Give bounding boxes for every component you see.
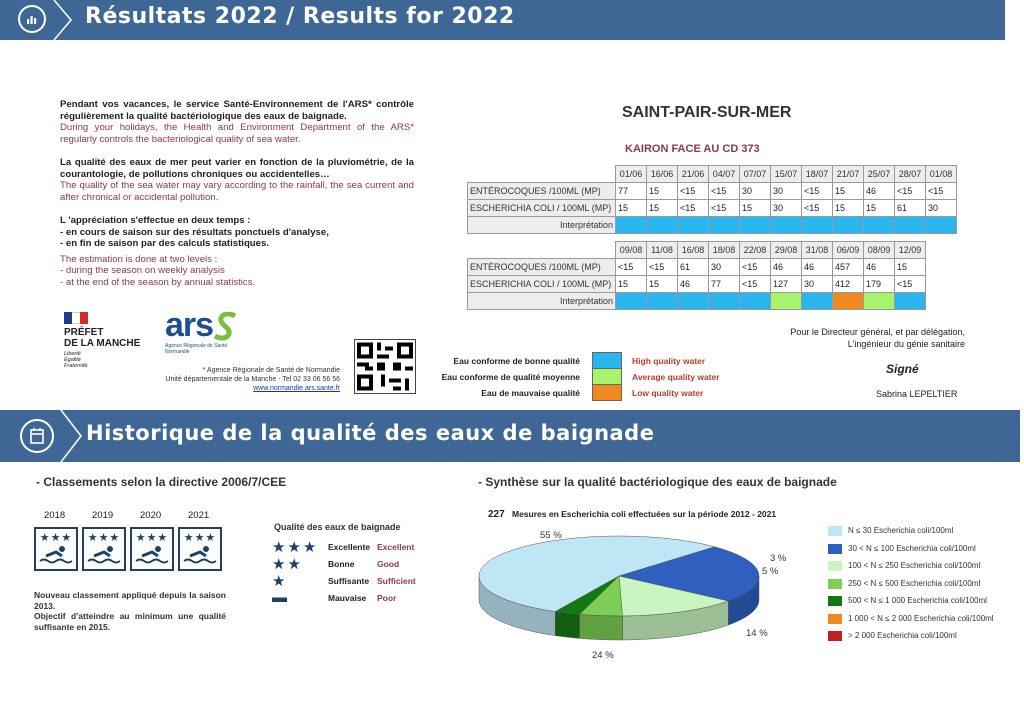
table-cell: 15 — [647, 276, 678, 293]
pie-legend-item — [828, 631, 957, 641]
intro-en-2: The quality of the sea water may vary according to the rainfall, the sea current and after chronical or accidental pollution. — [60, 180, 414, 203]
legend-en-3: Low quality water — [632, 388, 704, 398]
interp-cell — [833, 217, 864, 234]
interp-cell — [802, 293, 833, 310]
table-cell: <15 — [926, 183, 957, 200]
qr-code-icon — [354, 339, 416, 394]
legend-swatch — [828, 631, 842, 641]
table-cell: <15 — [678, 200, 709, 217]
scale-title: Qualité des eaux de baignade — [274, 522, 401, 532]
legend-swatch — [828, 561, 842, 571]
classement-note-2: Objectif d'atteindre au minimum une qualité suffisante en 2015. — [34, 611, 226, 632]
ars-logo — [165, 308, 245, 358]
results-table-2 — [467, 241, 926, 310]
prefet-logo — [64, 312, 159, 369]
scale-label-fr: Suffisante — [328, 576, 370, 586]
table-cell: <15 — [678, 183, 709, 200]
date-header: 04/07 — [709, 166, 740, 183]
date-header: 08/09 — [864, 242, 895, 259]
table-cell: <15 — [709, 183, 740, 200]
agency-line-2: Unité départementale de la Manche - Tel 02 33 06 56 56 — [165, 376, 340, 383]
excellent-badge-icon: ★★★ — [34, 527, 78, 571]
date-header: 16/06 — [647, 166, 678, 183]
date-header: 11/08 — [647, 242, 678, 259]
table-row — [468, 242, 926, 259]
classements-title: - Classements selon la directive 2006/7/CEE — [36, 475, 287, 489]
table-cell: <15 — [802, 200, 833, 217]
table-cell: 15 — [833, 183, 864, 200]
row-label: ENTÉROCOQUES /100ML (MP) — [468, 259, 616, 276]
scale-label-en: Good — [377, 559, 400, 569]
table-cell: 61 — [678, 259, 709, 276]
date-header: 15/07 — [771, 166, 802, 183]
interp-cell — [678, 217, 709, 234]
interp-cell — [740, 293, 771, 310]
table-cell: <15 — [895, 183, 926, 200]
year-label: 2020 — [140, 510, 162, 521]
table-row — [468, 259, 926, 276]
history-banner — [0, 410, 1020, 462]
intro-fr-2: La qualité des eaux de mer peut varier en fonction de la pluviométrie, de la courantologie, de pollutions chroniques ou accidentelles… — [60, 157, 414, 180]
scale-label-en: Excellent — [377, 542, 415, 552]
date-header: 29/08 — [771, 242, 802, 259]
date-header: 28/07 — [895, 166, 926, 183]
row-label: ENTÉROCOQUES /100ML (MP) — [468, 183, 616, 200]
synthese-count: 227 — [488, 509, 505, 520]
table-cell: 61 — [895, 200, 926, 217]
star-rating-icon: ★ — [272, 573, 288, 590]
intro-text — [60, 99, 414, 288]
site-name: SAINT-PAIR-SUR-MER — [622, 104, 792, 121]
table-row — [468, 166, 957, 183]
interp-cell — [802, 217, 833, 234]
table-cell: 30 — [740, 183, 771, 200]
signature-line-1: Pour le Directeur général, et par délégation, — [790, 327, 965, 337]
legend-label: 30 < N ≤ 100 Escherichia coli/100ml — [848, 543, 976, 553]
ars-sub-2: Normandie — [165, 349, 190, 355]
table-row — [468, 293, 926, 310]
interp-cell — [926, 217, 957, 234]
legend-swatch — [828, 579, 842, 589]
table-cell: 77 — [616, 183, 647, 200]
interp-cell — [678, 293, 709, 310]
intro-fr-3-a: - en cours de saison sur des résultats ponctuels d'analyse, — [60, 226, 329, 238]
interp-cell — [771, 217, 802, 234]
year-label: 2021 — [188, 510, 210, 521]
legend-en-1: High quality water — [632, 356, 706, 366]
legend-label: 100 < N ≤ 250 Escherichia coli/100ml — [848, 561, 981, 571]
legend-fr-2: Eau conforme de qualité moyenne — [441, 372, 580, 382]
legend-swatch — [828, 526, 842, 536]
scale-label-en: Sufficient — [377, 576, 416, 586]
interp-cell — [740, 217, 771, 234]
pie-chart — [474, 522, 794, 662]
interp-cell — [833, 293, 864, 310]
interp-label: Interprétation — [468, 217, 616, 234]
calendar-icon — [20, 419, 54, 453]
date-header: 31/08 — [802, 242, 833, 259]
date-header: 21/07 — [833, 166, 864, 183]
date-header: 25/07 — [864, 166, 895, 183]
interp-cell — [864, 217, 895, 234]
classement-years — [34, 510, 229, 578]
table-cell: 457 — [833, 259, 864, 276]
legend-en-2: Average quality water — [632, 372, 720, 382]
scale-label-fr: Excellente — [328, 542, 371, 552]
interp-cell — [616, 293, 647, 310]
interp-cell — [647, 217, 678, 234]
table-cell: 46 — [771, 259, 802, 276]
star-rating-icon: ★★★ — [272, 539, 319, 556]
table-cell: 30 — [802, 276, 833, 293]
date-header: 09/08 — [616, 242, 647, 259]
results-table-1 — [467, 165, 957, 234]
table-cell: 30 — [771, 183, 802, 200]
synthese-subtitle: Mesures en Escherichia coli effectuées sur la période 2012 - 2021 — [512, 509, 777, 519]
pie-slice-label: 14 % — [746, 628, 768, 639]
table-cell: 15 — [647, 200, 678, 217]
interp-cell — [864, 293, 895, 310]
table-cell: 179 — [864, 276, 895, 293]
legend-label: N ≤ 30 Escherichia coli/100ml — [848, 526, 954, 536]
table-cell: 77 — [709, 276, 740, 293]
ars-swoosh-icon — [213, 312, 239, 342]
table-cell: 46 — [864, 259, 895, 276]
ars-logo-text: ars — [165, 306, 214, 344]
synthese-title: - Synthèse sur la qualité bactériologique des eaux de baignade — [478, 475, 837, 489]
date-header: 01/08 — [926, 166, 957, 183]
legend-fr-3: Eau de mauvaise qualité — [481, 388, 580, 398]
date-header: 12/09 — [895, 242, 926, 259]
table-row — [468, 276, 926, 293]
legend-swatch — [828, 544, 842, 554]
results-banner — [0, 0, 1005, 40]
intro-en-3-a: - during the season on weekly analysis — [60, 265, 225, 276]
classement-note — [34, 590, 226, 632]
excellent-badge-icon: ★★★ — [130, 527, 174, 571]
table-cell: 15 — [833, 200, 864, 217]
table-row — [468, 183, 957, 200]
legend-swatch-average — [592, 368, 622, 385]
year-label: 2018 — [44, 510, 66, 521]
legend-swatch — [828, 596, 842, 606]
scale-label-fr: Bonne — [328, 559, 355, 569]
chart-icon — [18, 5, 46, 33]
table-cell: 46 — [802, 259, 833, 276]
table-cell: 15 — [895, 259, 926, 276]
date-header: 01/06 — [616, 166, 647, 183]
date-header: 07/07 — [740, 166, 771, 183]
excellent-badge-icon: ★★★ — [178, 527, 222, 571]
signed-text: Signé — [886, 362, 919, 376]
marianne-icon — [64, 312, 88, 324]
pie-slice-label: 3 % — [770, 553, 787, 564]
star-rating-icon: ★★ — [272, 556, 303, 573]
date-header: 18/08 — [709, 242, 740, 259]
intro-en-1: During your holidays, the Health and Environment Department of the ARS* regularly controls the bacteriological quality of sea water. — [60, 122, 414, 145]
table-cell: 15 — [864, 200, 895, 217]
spot-name: KAIRON FACE AU CD 373 — [625, 143, 760, 155]
date-header: 22/08 — [740, 242, 771, 259]
row-label: ESCHERICHIA COLI / 100ML (MP) — [468, 200, 616, 217]
table-cell: 15 — [740, 200, 771, 217]
pie-legend-item — [828, 544, 976, 554]
legend-fr-1: Eau conforme de bonne qualité — [453, 356, 580, 366]
interp-cell — [895, 217, 926, 234]
table-cell: 127 — [771, 276, 802, 293]
signer-name: Sabrina LEPELTIER — [876, 389, 958, 399]
quality-scale — [272, 540, 432, 615]
table-cell: 46 — [678, 276, 709, 293]
interp-cell — [709, 293, 740, 310]
legend-label: 500 < N ≤ 1 000 Escherichia coli/100ml — [848, 596, 987, 606]
table-cell: 30 — [709, 259, 740, 276]
motto-2: Égalité — [64, 357, 81, 363]
history-banner-title: Historique de la qualité des eaux de baignade — [86, 421, 655, 445]
pie-legend-item — [828, 596, 987, 606]
table-cell: <15 — [647, 259, 678, 276]
agency-link[interactable]: www.normandie.ars.sante.fr — [253, 385, 340, 392]
interp-cell — [616, 217, 647, 234]
pie-legend-item — [828, 561, 980, 571]
classement-note-1: Nouveau classement appliqué depuis la saison 2013. — [34, 590, 226, 611]
pie-slice-label: 24 % — [592, 650, 614, 661]
motto-1: Liberté — [64, 351, 81, 357]
pie-slice-side — [555, 612, 579, 639]
table-cell: 15 — [616, 200, 647, 217]
agency-line-1: * Agence Régionale de Santé de Normandie — [202, 367, 340, 374]
prefet-line-1: PRÉFET — [64, 327, 104, 338]
date-header: 18/07 — [802, 166, 833, 183]
pie-slice-side — [579, 614, 622, 640]
legend-swatch — [828, 614, 842, 624]
pie-slice-label: 55 % — [540, 530, 562, 541]
legend-swatch-low — [592, 384, 622, 401]
table-cell: 412 — [833, 276, 864, 293]
prefet-line-2: DE LA MANCHE — [64, 338, 141, 349]
agency-info — [150, 366, 340, 393]
intro-en-3-b: - at the end of the season by annual statistics. — [60, 276, 256, 288]
table-cell: 15 — [616, 276, 647, 293]
table-row — [468, 200, 957, 217]
legend-swatch-high — [592, 352, 622, 369]
ars-sub-1: Agence Régionale de Santé — [165, 343, 228, 349]
legend-label: > 2 000 Escherichia coli/100ml — [848, 631, 957, 641]
intro-fr-3-b: - en fin de saison par des calculs statistiques. — [60, 238, 269, 249]
interp-cell — [647, 293, 678, 310]
table-cell: <15 — [740, 259, 771, 276]
intro-en-3-title: The estimation is done at two levels : — [60, 253, 218, 265]
interp-cell — [771, 293, 802, 310]
table-row — [468, 217, 957, 234]
results-banner-title: Résultats 2022 / Results for 2022 — [85, 4, 515, 29]
signature-block — [760, 326, 965, 350]
table-cell: <15 — [802, 183, 833, 200]
interp-cell — [709, 217, 740, 234]
scale-label-fr: Mauvaise — [328, 593, 367, 603]
table-cell: 30 — [771, 200, 802, 217]
table-cell: 30 — [926, 200, 957, 217]
pie-legend-item — [828, 614, 994, 624]
row-label: ESCHERICHIA COLI / 100ML (MP) — [468, 276, 616, 293]
star-rating-icon: ▬ — [272, 589, 289, 606]
pie-legend-item — [828, 526, 953, 536]
motto-3: Fraternité — [64, 363, 88, 369]
table-cell: <15 — [709, 200, 740, 217]
legend-label: 1 000 < N ≤ 2 000 Escherichia coli/100ml — [848, 613, 994, 623]
date-header: 21/06 — [678, 166, 709, 183]
pie-slice-label: 5 % — [762, 566, 779, 577]
signature-line-2: L'ingénieur du génie sanitaire — [847, 339, 965, 349]
interp-cell — [895, 293, 926, 310]
scale-label-en: Poor — [377, 593, 397, 603]
pie-legend-item — [828, 579, 980, 589]
quality-legend — [430, 352, 740, 402]
date-header: 16/08 — [678, 242, 709, 259]
intro-fr-1: Pendant vos vacances, le service Santé-Environnement de l'ARS* contrôle régulièrement la qualité bactériologique des eaux de baignade. — [60, 99, 414, 122]
table-cell: <15 — [616, 259, 647, 276]
table-cell: 46 — [864, 183, 895, 200]
interp-label: Interprétation — [468, 293, 616, 310]
table-cell: <15 — [740, 276, 771, 293]
table-cell: 15 — [647, 183, 678, 200]
date-header: 06/09 — [833, 242, 864, 259]
table-cell: <15 — [895, 276, 926, 293]
legend-label: 250 < N ≤ 500 Escherichia coli/100ml — [848, 578, 981, 588]
year-label: 2019 — [92, 510, 114, 521]
intro-fr-3-title: L 'appréciation s'effectue en deux temps : — [60, 215, 251, 226]
excellent-badge-icon: ★★★ — [82, 527, 126, 571]
